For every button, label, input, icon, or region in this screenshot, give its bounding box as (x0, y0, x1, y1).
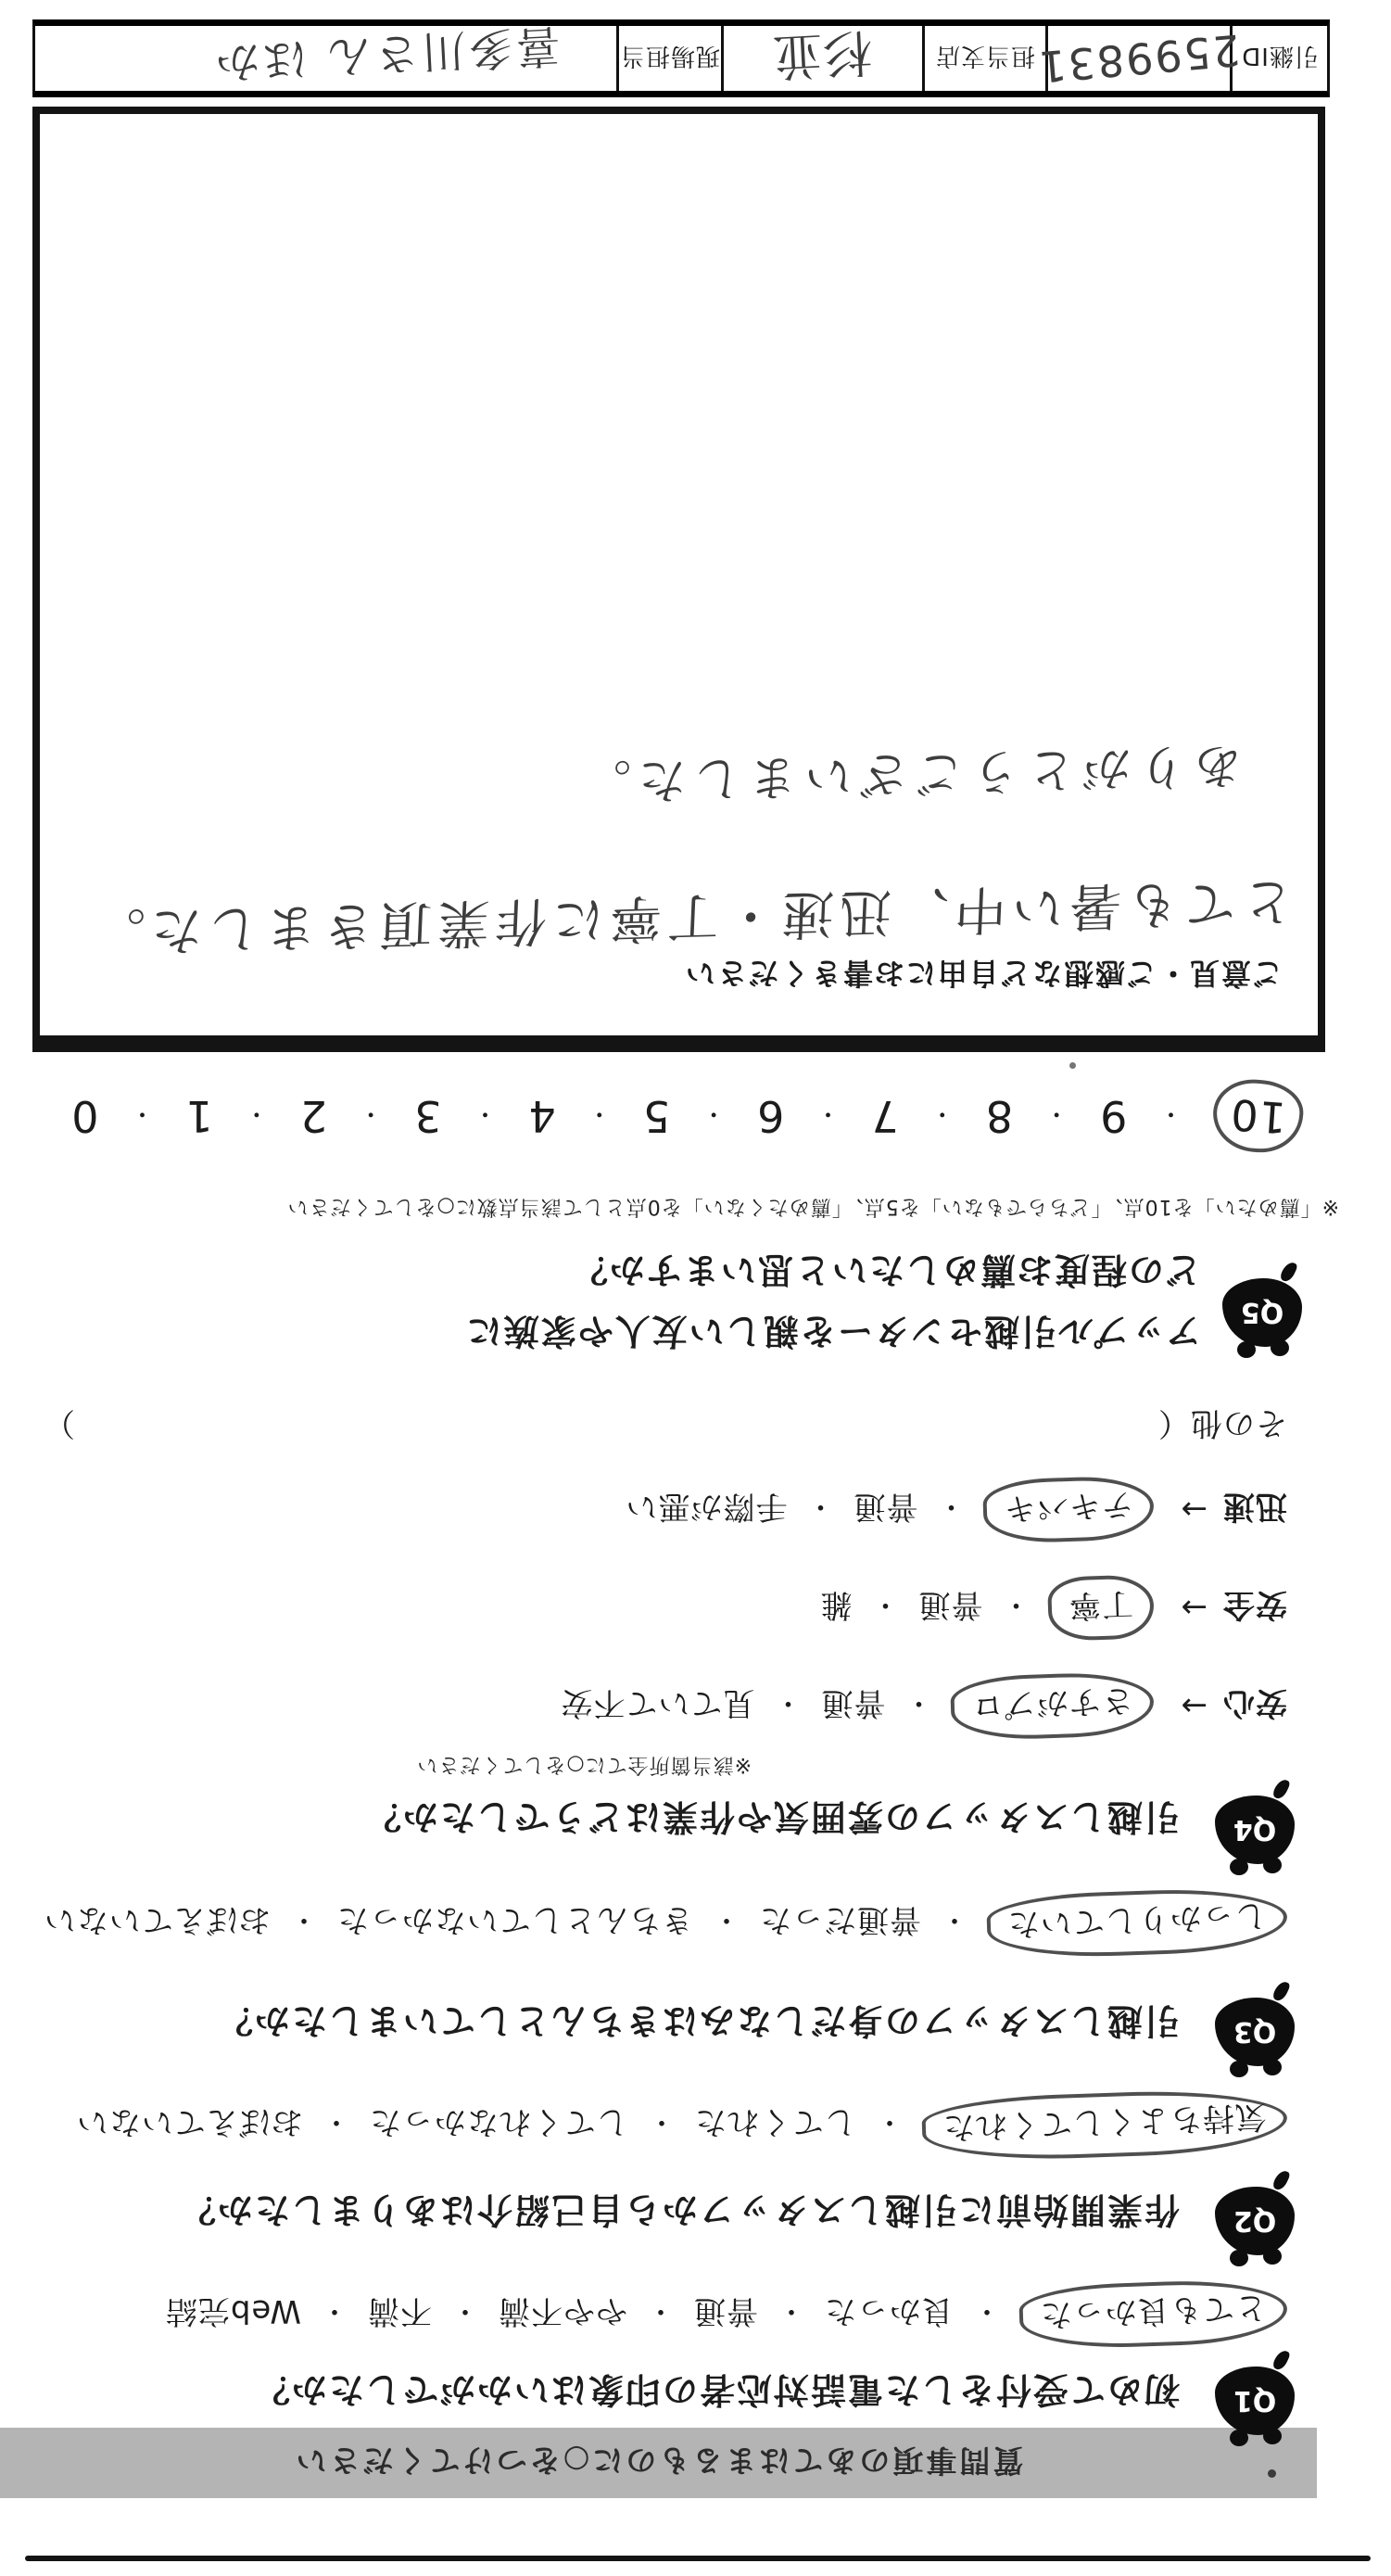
q4-option: 普通 (917, 1586, 983, 1623)
comment-label: ご意見・ご感想など自由にお書きください (683, 956, 1283, 991)
nps-value: 3 (413, 1091, 442, 1141)
handover-id-value-cell (1035, 24, 1243, 93)
option-separator: ・ (875, 2105, 904, 2138)
q4-other-close-paren: ） (43, 1404, 75, 1441)
handover-table (32, 19, 1330, 97)
branch-value-cell (721, 22, 922, 91)
scale-separator: ・ (1157, 1099, 1183, 1128)
arrow-right-icon: → (1180, 1687, 1208, 1725)
q1-option: とても良かった (1039, 2288, 1268, 2334)
q5-question-line1: アップル引越センターを親しい友人や家族に (464, 1311, 1201, 1351)
comment-box (32, 107, 1325, 1052)
option-separator: ・ (904, 1686, 933, 1719)
nps-value: 2 (298, 1091, 328, 1141)
nps-value: 1 (184, 1091, 213, 1141)
q4-row-jinsoku (626, 1478, 1288, 1542)
q4-note: ※該当箇所全てに○をしてください (416, 1753, 752, 1776)
nps-value: 8 (984, 1091, 1014, 1141)
q3-badge-label: Q3 (1233, 2015, 1277, 2049)
q4-other-open (1157, 1403, 1287, 1449)
q2-option: おぼえていない (76, 2103, 303, 2140)
q2-option: してくれた (694, 2103, 856, 2140)
q5-note: ※「薦めたい」を10点、「どちらでもない」を5点、「薦めたくない」を0点として該当点数に○をしてください (286, 1195, 1339, 1218)
staff-value: 喜多川さん ほか (211, 19, 562, 90)
q4-row-label: 安全 (1222, 1586, 1287, 1623)
option-separator: ・ (322, 2105, 350, 2138)
q4-option: 雑 (819, 1586, 853, 1623)
option-separator: ・ (712, 1903, 740, 1936)
branch-value: 杉並 (771, 22, 875, 87)
q1-answer-circle (1018, 2278, 1288, 2351)
scale-separator: ・ (1043, 1099, 1069, 1128)
q5-question-line2: どの程度お薦めしたいと思いますか？ (570, 1250, 1201, 1290)
option-separator: ・ (773, 1686, 803, 1719)
q4-row-anzen (820, 1576, 1288, 1640)
q5-badge-icon (1222, 1278, 1302, 1347)
q1-option: 良かった (824, 2292, 954, 2329)
q2-option: してくれなかった (369, 2103, 628, 2140)
q4-row-anshin (561, 1674, 1288, 1738)
q4-option: さすがプロ (970, 1681, 1135, 1725)
scale-separator: ・ (815, 1099, 841, 1128)
option-separator: ・ (936, 1490, 966, 1523)
scale-separator: ・ (586, 1099, 612, 1128)
q5-badge-label: Q5 (1240, 1296, 1284, 1329)
q1-option: 不満 (367, 2292, 432, 2329)
nps-value: 9 (1099, 1091, 1128, 1141)
option-separator: ・ (940, 1903, 968, 1936)
q1-question: 初めて受付をした電話対応者の印象はいかがでしたか？ (252, 2369, 1180, 2410)
q3-options (44, 1891, 1287, 1955)
handover-id-label: 引継ID (1241, 42, 1319, 70)
q4-option: テキパキ (1003, 1485, 1135, 1528)
nps-value: 7 (870, 1091, 899, 1141)
q2-badge-icon (1215, 2187, 1295, 2255)
nps-answer-circle (1211, 1077, 1306, 1156)
q2-question: 作業開始前に引越しスタッフから自己紹介はありましたか？ (178, 2189, 1180, 2230)
staff-value-cell (35, 19, 616, 91)
q3-answer-circle (986, 1885, 1288, 1960)
option-separator: ・ (870, 1588, 900, 1621)
nps-value: 4 (527, 1091, 556, 1141)
handover-id-value: 2599831 (1035, 24, 1243, 93)
q3-badge-icon (1215, 1998, 1295, 2066)
option-separator: ・ (777, 2294, 805, 2328)
q4-jinsoku-answer-circle (982, 1475, 1155, 1544)
arrow-right-icon: → (1180, 1589, 1208, 1627)
scale-separator: ・ (243, 1099, 269, 1128)
q3-question: 引越しスタッフの身だしなみはきちんとしていましたか？ (215, 2000, 1180, 2041)
branch-label-cell (922, 26, 1045, 91)
q3-option: おぼえていない (44, 1901, 271, 1938)
branch-label: 担当支店 (935, 42, 1036, 70)
q4-badge-label: Q4 (1233, 1813, 1277, 1846)
q4-badge-icon (1215, 1796, 1295, 1864)
q3-option: しっかりしていた (1006, 1897, 1268, 1943)
q2-options (76, 2093, 1287, 2157)
title-bar-text: 質問事項のあてはまるものに○をつけてください (293, 2443, 1024, 2480)
q1-option: やや不満 (498, 2292, 627, 2329)
scan-speck (1069, 1062, 1076, 1069)
scale-separator: ・ (929, 1099, 955, 1128)
q1-option: Web完結 (164, 2292, 301, 2329)
option-separator: ・ (647, 2105, 676, 2138)
q1-badge-icon (1215, 2367, 1295, 2435)
q4-anzen-answer-circle (1047, 1574, 1155, 1642)
page-edge-line (25, 2556, 1371, 2561)
q4-other-label: その他（ (1157, 1404, 1287, 1441)
title-bar (0, 2428, 1317, 2498)
nps-scale (70, 1080, 1303, 1152)
q4-option: 手際が悪い (625, 1488, 788, 1525)
option-separator: ・ (1001, 1588, 1031, 1621)
option-separator: ・ (805, 1490, 835, 1523)
option-separator: ・ (646, 2294, 675, 2328)
nps-value: 5 (641, 1091, 671, 1141)
handover-id-label-cell (1230, 26, 1327, 91)
q1-options (165, 2282, 1287, 2346)
nps-value: 0 (70, 1091, 99, 1141)
handwritten-comment-line2: ありがとうございました。 (574, 736, 1244, 810)
scale-separator: ・ (358, 1099, 384, 1128)
q4-row-label: 安心 (1222, 1684, 1287, 1721)
q4-option: 丁寧 (1068, 1584, 1135, 1625)
handwritten-comment-line1: とても暑い中、迅速・丁寧に作業頂きました。 (85, 869, 1296, 963)
q3-option: きちんとしていなかった (336, 1901, 693, 1938)
staff-label: 現場担当 (620, 42, 721, 70)
q4-option: 普通 (820, 1684, 886, 1721)
option-separator: ・ (320, 2294, 348, 2328)
q1-badge-label: Q1 (1233, 2384, 1277, 2417)
scan-speck (1268, 2469, 1276, 2478)
option-separator: ・ (972, 2294, 1001, 2328)
option-separator: ・ (450, 2294, 479, 2328)
q4-other-close (43, 1403, 75, 1449)
q2-badge-label: Q2 (1233, 2204, 1277, 2238)
arrow-right-icon: → (1180, 1491, 1208, 1529)
q4-anshin-answer-circle (950, 1670, 1155, 1742)
option-separator: ・ (289, 1903, 318, 1936)
q2-answer-circle (921, 2087, 1288, 2164)
nps-value: 6 (756, 1091, 785, 1141)
q4-option: 普通 (853, 1488, 918, 1525)
q3-option: 普通だった (759, 1901, 921, 1938)
scale-separator: ・ (129, 1099, 155, 1128)
staff-label-cell (616, 26, 721, 91)
q4-question: 引越しスタッフの雰囲気や作業はどうでしたか？ (363, 1796, 1180, 1837)
nps-value: 10 (1228, 1088, 1288, 1144)
q2-option: 気持ちよくしてくれた (942, 2097, 1268, 2147)
scale-separator: ・ (472, 1099, 498, 1128)
q1-option: 普通 (693, 2292, 758, 2329)
q4-row-label: 迅速 (1222, 1488, 1287, 1525)
q4-option: 見ていて不安 (560, 1684, 755, 1721)
scale-separator: ・ (701, 1099, 727, 1128)
